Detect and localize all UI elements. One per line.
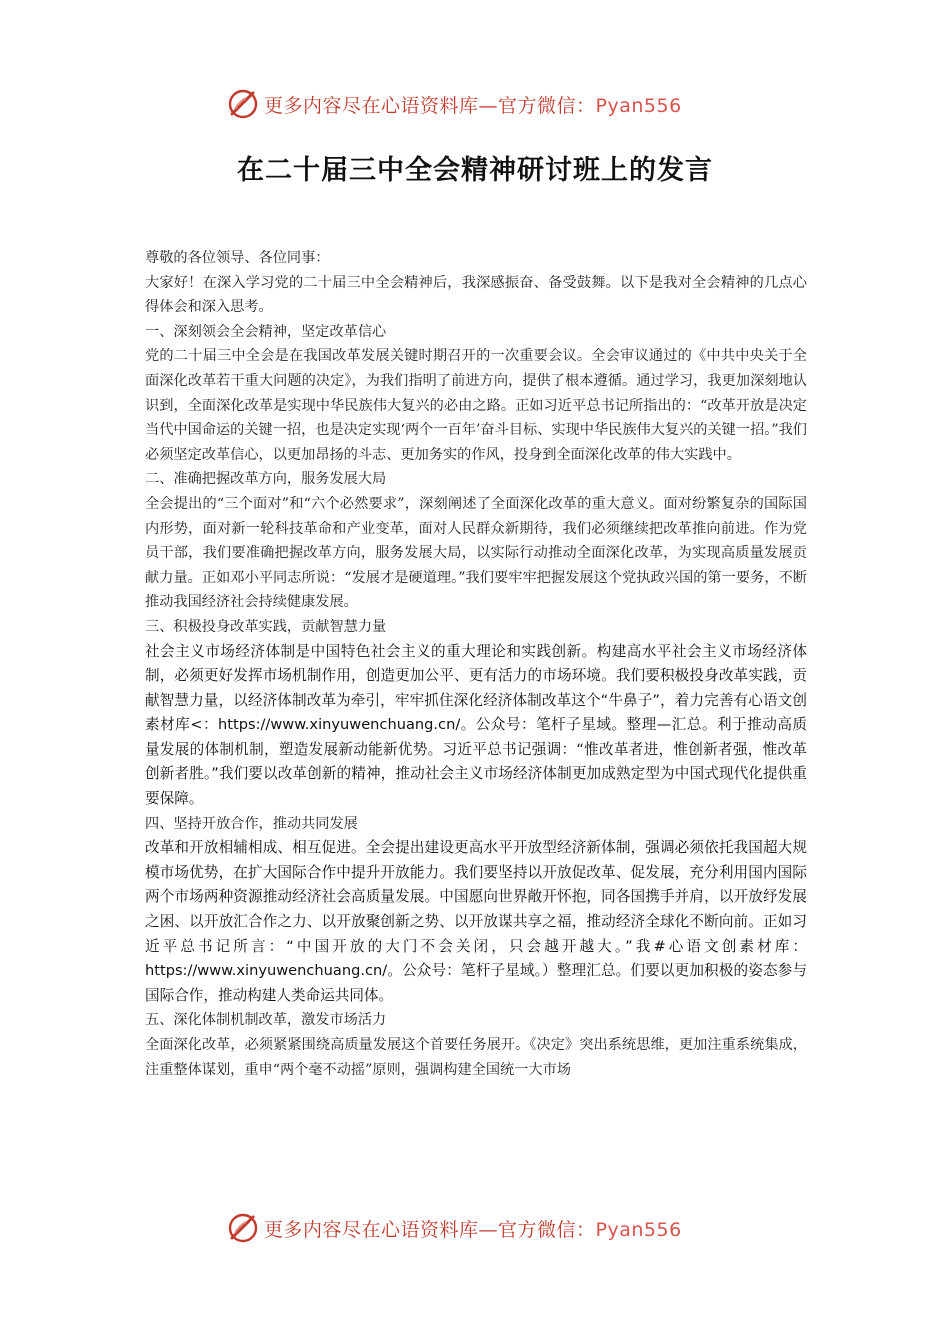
brush-logo-icon [226, 1211, 260, 1245]
heading-section-5: 五、深化体制机制改革，激发市场活力 [145, 1012, 387, 1029]
document-title: 在二十届三中全会精神研讨班上的发言 [237, 155, 713, 186]
salutation: 尊敬的各位领导、各位同事： [145, 250, 330, 266]
paragraph-section-3: 社会主义市场经济体制是中国特色社会主义的重大理论和实践创新。构建高水平社会主义市场经济体制，必须更好发挥市场机制作用，创造更加公平、更有活力的市场环境。我们要积极投身改革实践，贡献智慧力量，以经济体制改革为牵引，牢牢抓住深化经济体制改革这个“牛鼻子”，着力完善有心语文创素材库<：https://www.xinyuwenchuang.cn/。公众号：笔杆子星域。整理—汇总。利于推动高质量发展的体制机制，塑造发展新动能新优势。习近平总书记强调：“惟改革者进，惟创新者强，惟改革创新者胜。”我们要以改革创新的精神，推动社会主义市场经济体制更加成熟定型为中国式现代化提供重要保障。 [145, 642, 807, 808]
paragraph-section-4: 改革和开放相辅相成、相互促进。全会提出建设更高水平开放型经济新体制，强调必须依托我国超大规模市场优势，在扩大国际合作中提升开放能力。我们要坚持以开放促改革、促发展，充分利用国内国际两个市场两种资源推动经济社会高质量发展。中国愿向世界敞开怀抱，同各国携手并肩，以开放纾发展之困、以开放汇合作之力、以开放聚创新之势、以开放谋共享之福，推动经济全球化不断向前。正如习近平总书记所言：“中国开放的大门不会关闭，只会越开越大。”我#心语文创素材库：https://www.xinyuwenchuang.cn/。公众号：笔杆子星域。）整理汇总。们要以更加积极的姿态参与国际合作，推动构建人类命运共同体。 [145, 839, 807, 1004]
document-body [145, 246, 807, 1082]
heading-section-2: 二、准确把握改革方向，服务发展大局 [145, 471, 387, 488]
paragraph-section-1: 党的二十届三中全会是在我国改革发展关键时期召开的一次重要会议。全会审议通过的《中共中央关于全面深化改革若干重大问题的决定》，为我们指明了前进方向，提供了根本遵循。通过学习，我更加深刻地认识到，全面深化改革是实现中华民族伟大复兴的必由之路。正如习近平总书记所指出的：“改革开放是决定当代中国命运的关键一招，也是决定实现‘两个一百年’奋斗目标、实现中华民族伟大复兴的关键一招。”我们必须坚定改革信心，以更加昂扬的斗志、更加务实的作风，投身到全面深化改革的伟大实践中。 [145, 348, 807, 463]
banner-text: 更多内容尽在心语资料库—官方微信：Pyan556 [264, 94, 682, 117]
heading-section-3: 三、积极投身改革实践，贡献智慧力量 [145, 618, 387, 635]
paragraph-intro: 大家好！在深入学习党的二十届三中全会精神后，我深感振奋、备受鼓舞。以下是我对全会精神的几点心得体会和深入思考。 [145, 274, 807, 316]
banner-text: 更多内容尽在心语资料库—官方微信：Pyan556 [264, 1218, 682, 1241]
header-watermark-banner [226, 84, 726, 124]
heading-section-1: 一、深刻领会全会精神，坚定改革信心 [145, 323, 387, 340]
heading-section-4: 四、坚持开放合作，推动共同发展 [145, 815, 358, 832]
paragraph-section-5: 全面深化改革，必须紧紧围绕高质量发展这个首要任务展开。《决定》突出系统思维，更加注重系统集成，注重整体谋划，重申“两个毫不动摇”原则，强调构建全国统一大市场 [145, 1037, 807, 1078]
brush-logo-icon [226, 87, 260, 121]
footer-watermark-banner [226, 1208, 726, 1248]
paragraph-section-2: 全会提出的“三个面对”和“六个必然要求”，深刻阐述了全面深化改革的重大意义。面对纷繁复杂的国际国内形势，面对新一轮科技革命和产业变革，面对人民群众新期待，我们必须继续把改革推向前进。作为党员干部，我们要准确把握改革方向，服务发展大局，以实际行动推动全面深化改革，为实现高质量发展贡献力量。正如邓小平同志所说：“发展才是硬道理。”我们要牢牢把握发展这个党执政兴国的第一要务，不断推动我国经济社会持续健康发展。 [145, 495, 807, 611]
